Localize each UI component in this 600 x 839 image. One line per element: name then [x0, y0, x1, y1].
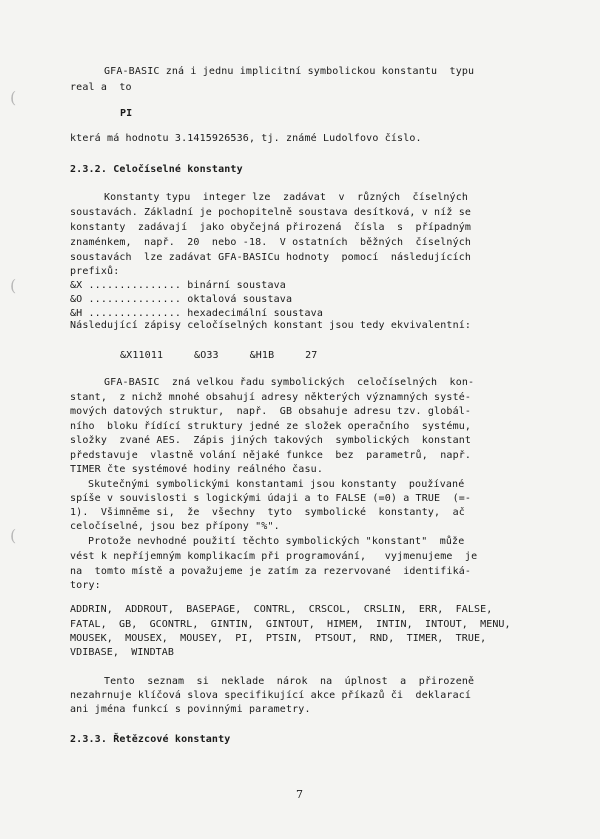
margin-mark: (	[10, 276, 17, 295]
paragraph-line: ani jména funkcí s povinnými parametry.	[70, 704, 311, 715]
prefix-item: &X ............... binární soustava	[70, 280, 286, 291]
paragraph-line: mových datových struktur, např. GB obsahuje adresu tzv. globál-	[70, 406, 472, 417]
paragraph-line: konstanty zadávají jako obyčejná přirozená čísla s případným	[70, 222, 472, 233]
example-constants: &X11011 &O33 &H1B 27	[120, 350, 318, 361]
paragraph-line: znaménkem, např. 20 nebo -18. V ostatních běžných číselných	[70, 237, 472, 248]
margin-mark: (	[10, 88, 17, 107]
paragraph-line: představuje vlastně volání nějaké funkce bez parametrů, např.	[70, 450, 472, 461]
paragraph-line: stant, z nichž mnohé obsahují adresy některých významných systé-	[70, 392, 472, 403]
paragraph-line: nezahrnuje klíčová slova specifikující akce příkazů či deklarací	[70, 690, 472, 701]
keyword-line: MOUSEK, MOUSEX, MOUSEY, PI, PTSIN, PTSOUT, RND, TIMER, TRUE,	[70, 633, 487, 644]
intro-line: GFA-BASIC zná i jednu implicitní symbolickou konstantu typu	[104, 66, 475, 77]
margin-mark: (	[10, 526, 17, 545]
section-heading: 2.3.3. Řetězcové konstanty	[70, 734, 231, 745]
intro-line: která má hodnotu 3.1415926536, tj. známé Ludolfovo číslo.	[70, 133, 422, 144]
keyword-line: FATAL, GB, GCONTRL, GINTIN, GINTOUT, HIMEM, INTIN, INTOUT, MENU,	[70, 619, 511, 630]
paragraph-line: TIMER čte systémové hodiny reálného času.	[70, 464, 323, 475]
keyword-line: VDIBASE, WINDTAB	[70, 647, 175, 658]
paragraph-line: Tento seznam si neklade nárok na úplnost a přirozeně	[104, 676, 475, 687]
page-number: 7	[296, 788, 303, 801]
paragraph-line: soustavách lze zadávat GFA-BASICu hodnoty pomocí následujících	[70, 252, 472, 263]
paragraph-line: soustavách. Základní je pochopitelně soustava desítková, v níž se	[70, 207, 472, 218]
paragraph-line: tory:	[70, 580, 101, 591]
paragraph-line: celočíselné, jsou bez přípony "%".	[70, 521, 280, 532]
paragraph-line: prefixů:	[70, 266, 120, 277]
paragraph-line: spíše v souvislosti s logickými údaji a to FALSE (=0) a TRUE (=-	[70, 493, 472, 504]
paragraph-line: složky zvané AES. Zápis jiných takových symbolických konstant	[70, 435, 472, 446]
paragraph-line: Skutečnými symbolickými konstantami jsou konstanty používané	[88, 479, 465, 490]
prefix-item: &H ............... hexadecimální soustava	[70, 308, 323, 319]
paragraph-line: na tomto místě a považujeme je zatím za rezervované identifiká-	[70, 566, 472, 577]
keyword-line: ADDRIN, ADDROUT, BASEPAGE, CONTRL, CRSCOL, CRSLIN, ERR, FALSE,	[70, 604, 493, 615]
paragraph-line: GFA-BASIC zná velkou řadu symbolických celočíselných kon-	[104, 377, 475, 388]
paragraph-line: Konstanty typu integer lze zadávat v různých číselných	[104, 192, 469, 203]
pi-constant: PI	[120, 108, 133, 119]
section-heading: 2.3.2. Celočíselné konstanty	[70, 164, 243, 175]
paragraph-line: Protože nevhodné použití těchto symbolických "konstant" může	[88, 536, 465, 547]
intro-line: real a to	[70, 82, 132, 93]
paragraph-line: 1). Všimněme si, že všechny tyto symbolické konstanty, ač	[70, 507, 465, 518]
paragraph-line: Následující zápisy celočíselných konstant jsou tedy ekvivalentní:	[70, 320, 472, 331]
paragraph-line: ního bloku řídící struktury jedné ze složek operačního systému,	[70, 421, 472, 432]
prefix-item: &O ............... oktalová soustava	[70, 294, 293, 305]
paragraph-line: vést k nepříjemným komplikacím při programování, vyjmenujeme je	[70, 551, 478, 562]
